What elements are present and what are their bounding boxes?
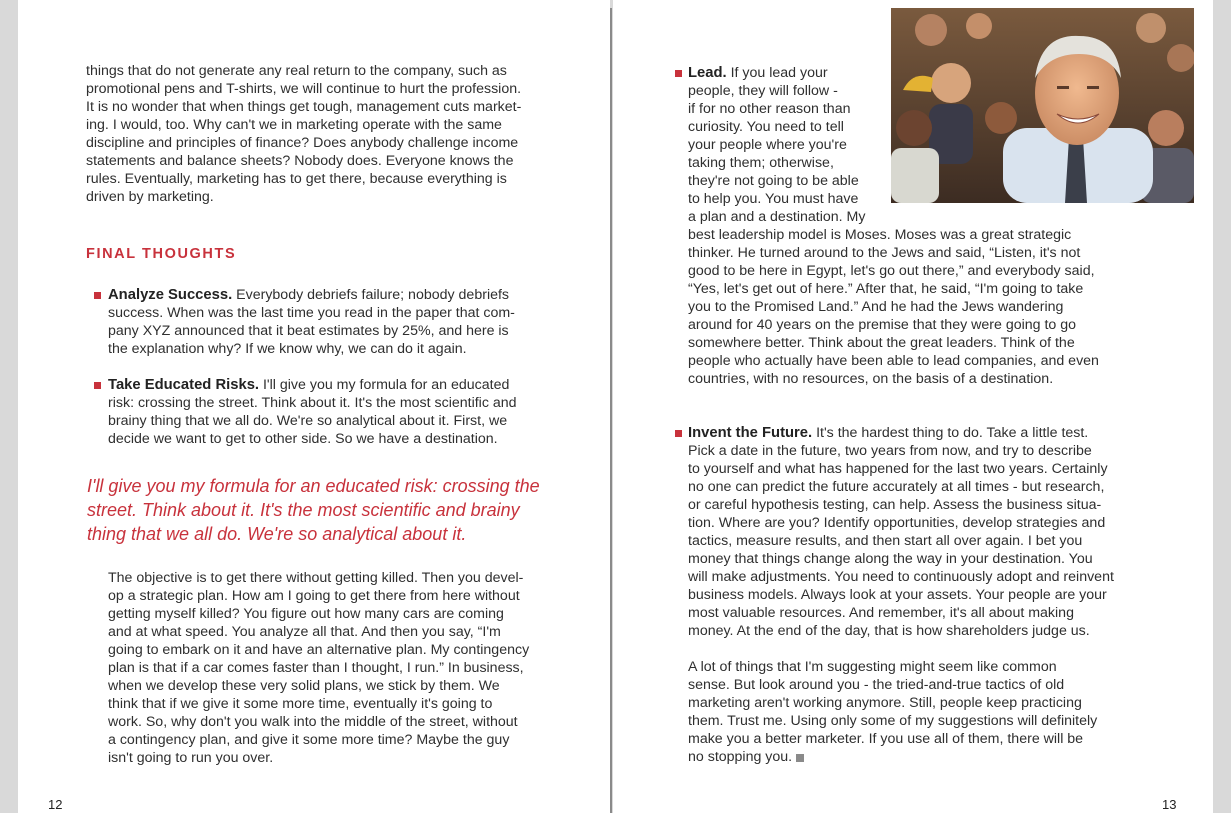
objective-line: and at what speed. You analyze all that. And then you say, “I'm [108,624,501,640]
lead-first-line: If you lead your [726,65,828,81]
intro-line: discipline and principles of finance? Does anybody challenge income [86,135,519,151]
invent-future-paragraph [688,424,1114,640]
analyze-bullet-icon [94,292,101,299]
analyze-success-label: Analyze Success. [108,287,233,303]
closing-line: no stopping you. [688,749,793,765]
educated-risks-line: risk: crossing the street. Think about it. It's the most scientific and [108,395,517,411]
objective-line: isn't going to run you over. [108,750,274,766]
objective-paragraph [108,569,529,767]
lead-paragraph [688,64,1099,388]
intro-line: statements and balance sheets? Nobody does. Everyone knows the [86,153,514,169]
closing-line: sense. But look around you - the tried-and-true tactics of old [688,677,1065,693]
invent-future-line: money that things change along the way in your destination. You [688,551,1093,567]
lead-line: somewhere better. Think about the great leaders. Think of the [688,335,1075,351]
analyze-success-line: success. When was the last time you read in the paper that com- [108,305,515,321]
closing-line: them. Trust me. Using only some of my suggestions will definitely [688,713,1098,729]
closing-line: make you a better marketer. If you use all of them, there will be [688,731,1084,747]
educated-risks-paragraph [108,376,517,448]
educated-risks-line: decide we want to get to other side. So we have a destination. [108,431,498,447]
closing-line: A lot of things that I'm suggesting might seem like common [688,659,1057,675]
lead-line: to help you. You must have [688,191,859,207]
objective-line: getting myself killed? You figure out how many cars are coming [108,606,504,622]
intro-line: promotional pens and T-shirts, we will continue to hurt the profession. [86,81,522,97]
invent-future-label: Invent the Future. [688,425,813,441]
analyze-success-line: pany XYZ announced that it beat estimates by 25%, and here is [108,323,509,339]
invent-future-line: no one can predict the future accurately at all times - but research, [688,479,1105,495]
lead-line: taking them; otherwise, [688,155,834,171]
analyze-success-paragraph [108,286,515,358]
lead-line: people, they will follow - [688,83,838,99]
invent-future-line: or careful hypothesis testing, can help. Assess the business situa- [688,497,1102,513]
invent-future-line: Pick a date in the future, two years from now, and try to describe [688,443,1092,459]
objective-line: The objective is to get there without getting killed. Then you devel- [108,570,524,586]
end-mark-icon [796,754,804,762]
lead-line: a plan and a destination. My [688,209,866,225]
educated-risks-line: brainy thing that we all do. We're so analytical about it. First, we [108,413,508,429]
lead-line: if for no other reason than [688,101,851,117]
analyze-success-line: the explanation why? If we know why, we can do it again. [108,341,467,357]
invent-future-line: most valuable resources. And remember, it's all about making [688,605,1074,621]
lead-line: “Yes, let's get out of here.” After that, he said, “I'm going to take [688,281,1084,297]
educated-risks-first-line: I'll give you my formula for an educated [259,377,510,393]
invent-future-line: will make adjustments. You need to continuously adopt and reinvent [688,569,1114,585]
objective-line: op a strategic plan. How am I going to get there from here without [108,588,520,604]
objective-line: plan is that if a car comes faster than I thought, I run.” In business, [108,660,524,676]
objective-line: when we develop these very solid plans, we stick by them. We [108,678,500,694]
lead-line: around for 40 years on the premise that they were going to go [688,317,1077,333]
closing-line: marketing aren't working anymore. Still, people keep practicing [688,695,1082,711]
page-number-right: 13 [1162,797,1177,812]
intro-paragraph [86,62,521,206]
objective-line: work. So, why don't you walk into the middle of the street, without [108,714,518,730]
invent-future-first-line: It's the hardest thing to do. Take a little test. [812,425,1089,441]
intro-line: ing. I would, too. Why can't we in marketing operate with the same [86,117,502,133]
analyze-success-first-line: Everybody debriefs failure; nobody debriefs [232,287,510,303]
invent-future-line: tion. Where are you? Identify opportunities, develop strategies and [688,515,1106,531]
page-gutter-divider [610,8,612,813]
invent-future-line: money. At the end of the day, that is how shareholders judge us. [688,623,1090,639]
intro-line: rules. Eventually, marketing has to get there, because everything is [86,171,507,187]
intro-line: things that do not generate any real return to the company, such as [86,63,507,79]
educated-risks-label: Take Educated Risks. [108,377,260,393]
page-number-left: 12 [48,797,63,812]
closing-paragraph [688,658,1097,766]
lead-line: curiosity. You need to tell [688,119,844,135]
final-thoughts-heading: FINAL THOUGHTS [86,246,237,262]
lead-label: Lead. [688,65,727,81]
lead-line: good to be here in Egypt, let's go out there,” and everybody said, [688,263,1095,279]
invent-bullet-icon [675,430,682,437]
lead-line: they're not going to be able [688,173,859,189]
objective-line: think that if we give it some more time, eventually it's going to [108,696,493,712]
lead-line: countries, with no resources, on the basis of a destination. [688,371,1054,387]
lead-line: best leadership model is Moses. Moses was a great strategic [688,227,1072,243]
invent-future-line: tactics, measure results, and then start all over again. I bet you [688,533,1083,549]
lead-line: people who actually have been able to lead companies, and even [688,353,1099,369]
invent-future-line: to yourself and what has happened for the last two years. Certainly [688,461,1108,477]
objective-line: going to embark on it and have an alternative plan. My contingency [108,642,530,658]
lead-bullet-icon [675,70,682,77]
risks-bullet-icon [94,382,101,389]
pull-quote-line: thing that we all do. We're so analytical about it. [87,524,467,544]
objective-line: a contingency plan, and give it some more time? Maybe the guy [108,732,510,748]
lead-line: thinker. He turned around to the Jews and said, “Listen, it's not [688,245,1081,261]
intro-line: driven by marketing. [86,189,214,205]
pull-quote-line: I'll give you my formula for an educated risk: crossing the [87,476,540,496]
intro-line: It is no wonder that when things get tough, management cuts market- [86,99,522,115]
lead-line: your people where you're [688,137,847,153]
lead-line: you to the Promised Land.” And he had the Jews wandering [688,299,1064,315]
pull-quote-line: street. Think about it. It's the most scientific and brainy [87,500,520,520]
pull-quote [87,474,540,546]
invent-future-line: business models. Always look at your assets. Your people are your [688,587,1107,603]
